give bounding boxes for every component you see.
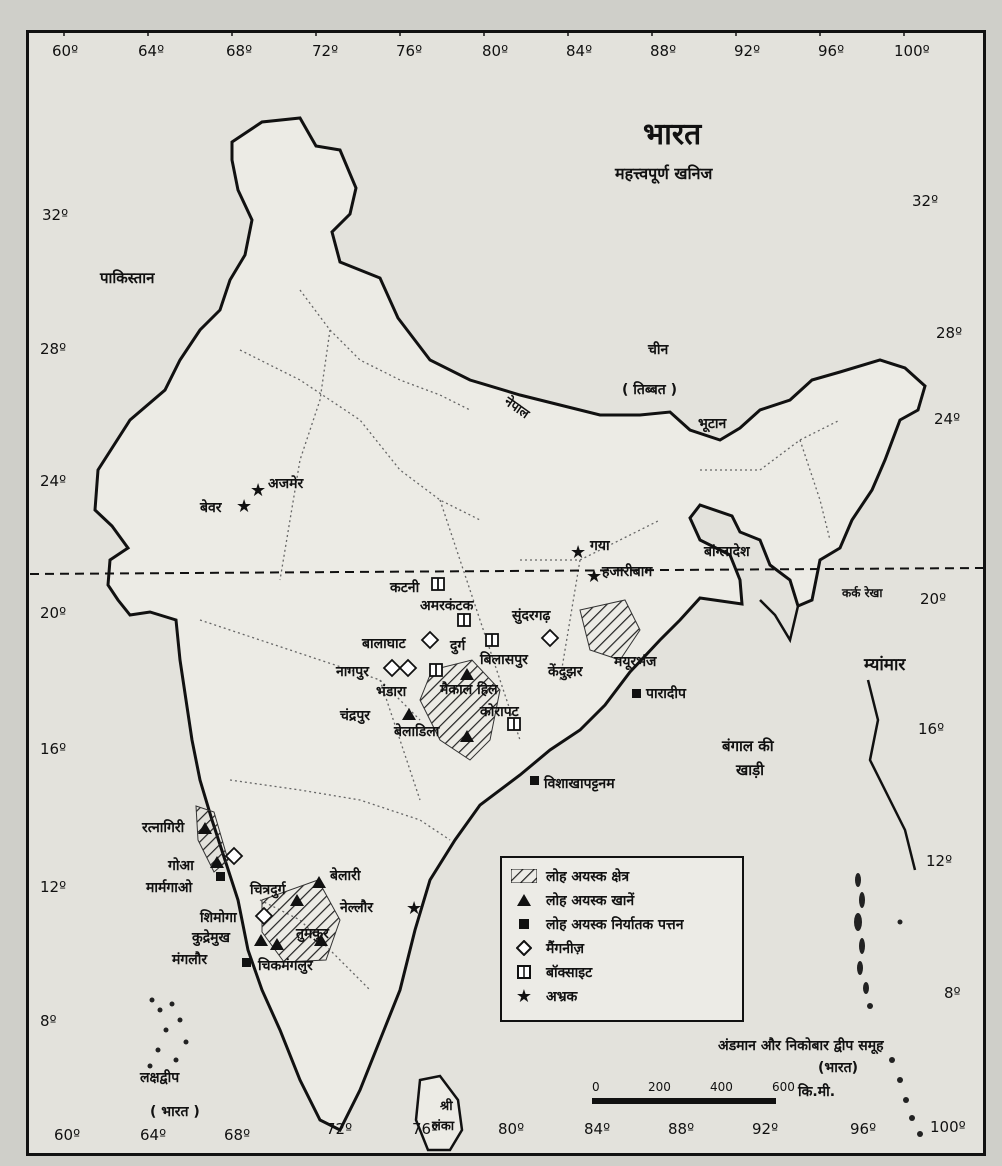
place-nellore: नेल्लौर: [340, 900, 373, 916]
lon-top-60: 60º: [52, 42, 79, 60]
legend-mica: [510, 984, 734, 1008]
place-ratnagiri: रत्नागिरी: [142, 820, 185, 836]
map-title: भारत: [643, 117, 702, 152]
place-bailadila: बेलाडिला: [394, 724, 440, 740]
port-marmagao: [216, 872, 225, 881]
label-sri-lanka-2: लंका: [432, 1119, 455, 1134]
place-bellary: बेलारी: [330, 868, 361, 884]
lon-top-64: 64º: [138, 42, 165, 60]
lon-bottom-68: 68º: [224, 1126, 251, 1144]
legend-iron-field: [510, 864, 734, 888]
mica-bewar: ★: [236, 496, 253, 517]
place-marmagao: मार्मगाओ: [146, 880, 193, 896]
sri-lanka-shape: [416, 1076, 462, 1150]
place-hazaribagh: हजारीबाग: [602, 564, 653, 580]
lon-bottom-64: 64º: [140, 1126, 167, 1144]
scale-tick-400: 400: [710, 1080, 733, 1094]
place-gaya: गया: [590, 538, 610, 554]
label-bangladesh: बांग्लादेश: [704, 544, 750, 560]
place-tumkur: तुमकुर: [296, 926, 329, 942]
place-sundargarh: सुंदरगढ़: [512, 608, 551, 624]
legend-bauxite: [510, 960, 734, 984]
label-sri-lanka-1: श्री: [440, 1099, 453, 1114]
label-china: चीन: [648, 342, 669, 358]
lon-bottom-80: 80º: [498, 1120, 525, 1138]
lat-left-32: 32º: [42, 206, 69, 224]
square-icon: [510, 915, 538, 933]
label-bhutan: भूटान: [698, 416, 727, 432]
legend-iron-port: [510, 912, 734, 936]
lon-top-84: 84º: [566, 42, 593, 60]
bx-katni: [432, 578, 444, 590]
legend-manganese: [510, 936, 734, 960]
label-lakshadweep-bharat: ( भारत ): [150, 1104, 200, 1120]
port-paradip: [632, 689, 641, 698]
place-vizag: विशाखापट्टनम: [544, 776, 615, 792]
scale-line: [592, 1098, 776, 1104]
lat-left-16: 16º: [40, 740, 67, 758]
label-tropic: कर्क रेखा: [842, 586, 883, 600]
label-myanmar: म्यांमार: [864, 655, 906, 675]
mica-nellore: ★: [406, 898, 423, 919]
lat-left-24: 24º: [40, 472, 67, 490]
lat-right-8: 8º: [944, 984, 961, 1002]
lon-top-96: 96º: [818, 42, 845, 60]
label-tibet: ( तिब्बत ): [622, 382, 678, 398]
lon-bottom-84: 84º: [584, 1120, 611, 1138]
legend: [500, 856, 744, 1022]
label-nepal: नेपाल: [501, 394, 532, 423]
label-pakistan: पाकिस्तान: [100, 269, 155, 287]
diamond-icon: [510, 939, 538, 957]
place-durg: दुर्ग: [450, 638, 466, 654]
lon-bottom-60: 60º: [54, 1126, 81, 1144]
place-ajmer: अजमेर: [268, 476, 304, 492]
label-lakshadweep: लक्षद्वीप: [140, 1070, 180, 1086]
mica-hazaribagh: ★: [586, 566, 603, 587]
place-bhandara: भंडारा: [376, 684, 407, 700]
lat-right-24: 24º: [934, 410, 961, 428]
lat-right-16: 16º: [918, 720, 945, 738]
legend-mica-label: अभ्रक: [546, 988, 578, 1005]
scale-tick-0: 0: [592, 1080, 600, 1094]
legend-iron-mines: [510, 888, 734, 912]
lat-left-28: 28º: [40, 340, 67, 358]
andaman-islands: [854, 873, 923, 1137]
lon-bottom-96: 96º: [850, 1120, 877, 1138]
map-subtitle: महत्त्वपूर्ण खनिज: [615, 164, 713, 183]
place-paradip: पारादीप: [646, 686, 686, 702]
bx-bilaspur: [486, 634, 498, 646]
mica-ajmer: ★: [250, 480, 267, 501]
lon-bottom-72: 72º: [326, 1120, 353, 1138]
lakshadweep-islands: [148, 998, 189, 1069]
legend-bauxite-label: बॉक्साइट: [546, 964, 593, 981]
lat-right-12: 12º: [926, 852, 953, 870]
place-chikmagalur: चिकमंगलुर: [258, 958, 313, 974]
lat-right-32: 32º: [912, 192, 939, 210]
label-andaman-bharat: (भारत): [818, 1060, 858, 1076]
place-kudremukh: कुद्रेमुख: [192, 930, 231, 946]
label-bay-of-bengal-2: खाड़ी: [736, 761, 765, 779]
place-shimoga: शिमोगा: [200, 910, 237, 926]
lat-right-28: 28º: [936, 324, 963, 342]
lat-left-12: 12º: [40, 878, 67, 896]
label-bay-of-bengal-1: बंगाल की: [722, 737, 774, 755]
star-icon: ★: [515, 985, 533, 1007]
bx-amarkantak: [458, 614, 470, 626]
lon-bottom-92: 92º: [752, 1120, 779, 1138]
legend-iron-field-label: लोह अयस्क क्षेत्र: [546, 868, 630, 885]
lon-bottom-76: 76º: [412, 1120, 439, 1138]
lon-top-100: 100º: [894, 42, 930, 60]
bangladesh-coast: [760, 600, 798, 640]
lon-top-72: 72º: [312, 42, 339, 60]
lon-top-88: 88º: [650, 42, 677, 60]
lon-bottom-100: 100º: [930, 1118, 966, 1136]
frame-ticks: [64, 30, 904, 36]
lon-top-68: 68º: [226, 42, 253, 60]
place-balaghat: बालाघाट: [362, 636, 406, 652]
lon-top-80: 80º: [482, 42, 509, 60]
place-mangalore: मंगलौर: [172, 952, 208, 968]
place-goa: गोआ: [168, 858, 194, 874]
place-nagpur: नागपुर: [336, 664, 369, 680]
lat-left-20: 20º: [40, 604, 67, 622]
scale-unit: कि.मी.: [798, 1084, 836, 1100]
place-mayurbhanj: मयूरभंज: [614, 654, 657, 670]
lon-bottom-88: 88º: [668, 1120, 695, 1138]
triangle-icon: [510, 891, 538, 909]
place-chitradurga: चित्रदुर्ग: [250, 882, 286, 898]
scale-tick-600: 600: [772, 1080, 795, 1094]
label-andaman: अंडमान और निकोबार द्वीप समूह: [718, 1038, 884, 1054]
place-koraput: कोरापट: [480, 704, 519, 720]
place-keonjhar: केंदुझर: [548, 664, 583, 680]
lon-top-92: 92º: [734, 42, 761, 60]
lat-left-8: 8º: [40, 1012, 57, 1030]
myanmar-coast: [868, 680, 915, 870]
lon-top-76: 76º: [396, 42, 423, 60]
place-maikal: मैकाल हिल: [440, 682, 498, 698]
legend-manganese-label: मैंगनीज़: [546, 940, 585, 957]
place-chandrapur: चंद्रपुर: [340, 708, 371, 724]
port-vizag: [530, 776, 539, 785]
bauxite-box-icon: [510, 963, 538, 981]
place-bilaspur: बिलासपुर: [480, 652, 528, 668]
scale-tick-200: 200: [648, 1080, 671, 1094]
legend-iron-port-label: लोह अयस्क निर्यातक पत्तन: [546, 916, 684, 933]
place-katni: कटनी: [390, 580, 420, 596]
legend-iron-mines-label: लोह अयस्क खानें: [546, 892, 635, 909]
bx-maikal: [430, 664, 442, 676]
port-mangalore: [242, 958, 251, 967]
mica-gaya: ★: [570, 542, 587, 563]
lat-right-20: 20º: [920, 590, 947, 608]
place-amarkantak: अमरकंटक: [420, 598, 474, 614]
place-bewar: बेवर: [200, 500, 222, 516]
hatch-swatch-icon: [510, 867, 538, 885]
